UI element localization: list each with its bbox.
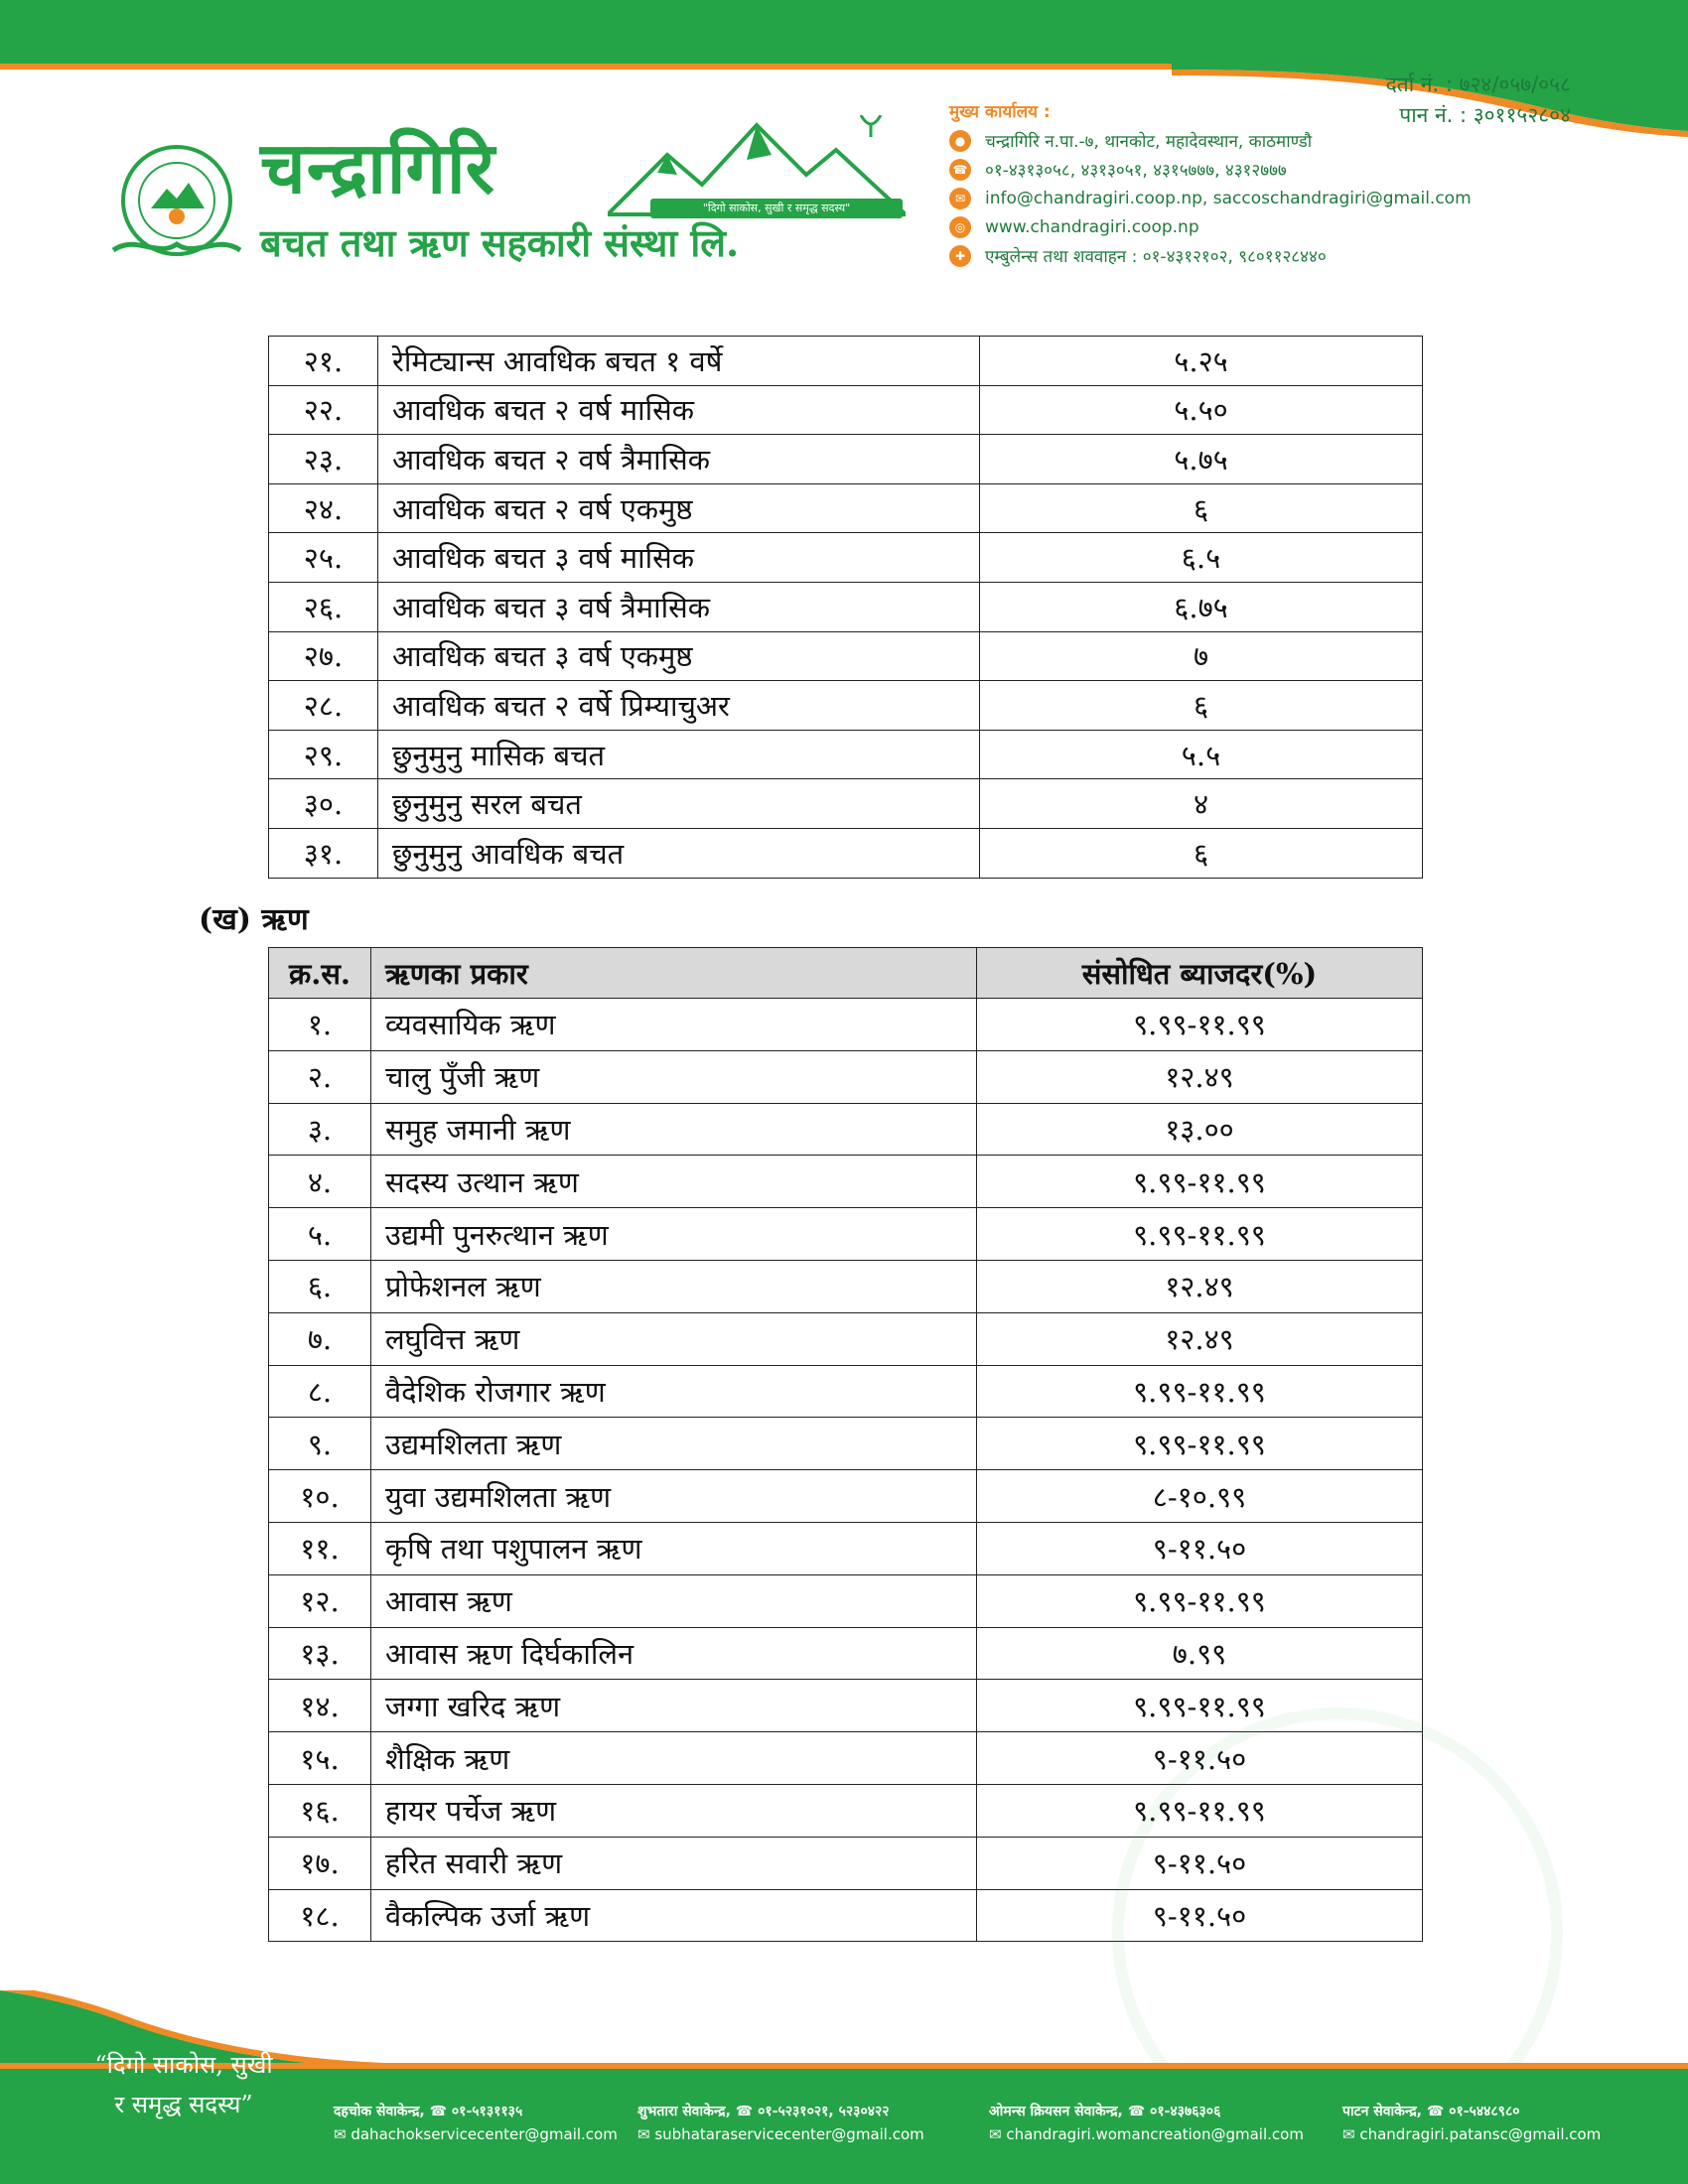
rate-cell: ७ <box>980 631 1423 681</box>
serial-cell: ५. <box>269 1208 371 1261</box>
name-cell: वैकल्पिक उर्जा ऋण <box>371 1889 977 1942</box>
serial-cell: २८. <box>269 681 378 731</box>
table-row <box>269 1470 1423 1523</box>
serial-cell: २. <box>269 1050 371 1103</box>
rate-cell: १२.४९ <box>977 1312 1423 1365</box>
phone-text: ०१-४३१३०५८, ४३१३०५१, ४३१५७७७, ४३१२७७७ <box>985 161 1287 181</box>
branch-dahachok <box>334 2101 618 2146</box>
serial-cell: २६. <box>269 582 378 631</box>
name-cell: आवधिक बचत २ वर्ष मासिक <box>378 385 980 435</box>
header-slogan: "दिगो साकोस, सुखी र समृद्ध सदस्य" <box>650 199 903 218</box>
rate-cell: ९-११.५० <box>977 1522 1423 1574</box>
web-icon: ◎ <box>949 216 971 238</box>
rate-cell: १२.४९ <box>977 1050 1423 1103</box>
serial-cell: १३. <box>269 1627 371 1680</box>
rate-cell: ९.९९-११.९९ <box>977 1156 1423 1208</box>
rate-cell: ९.९९-११.९९ <box>977 1418 1423 1470</box>
cooperative-logo <box>107 139 246 278</box>
head-office-info <box>949 99 1585 270</box>
pan-number: पान नं. : ३०११५२८०४ <box>1399 103 1571 127</box>
name-cell: आवास ऋण दिर्घकालिन <box>371 1627 977 1680</box>
footer-slogan <box>60 2045 308 2124</box>
phone-icon: ☎ <box>949 159 971 181</box>
rate-cell: ९-११.५० <box>977 1732 1423 1785</box>
footer-slogan-line1: “दिगो साकोस, सुखी <box>94 2051 273 2079</box>
serial-cell: २४. <box>269 483 378 533</box>
address-text: चन्द्रागिरि न.पा.-७, थानकोट, महादेवस्थान, काठमाण्डौ <box>985 132 1313 152</box>
serial-cell: २१. <box>269 337 378 386</box>
table-row <box>269 1627 1423 1680</box>
table-row <box>269 681 1423 731</box>
serial-cell: ११. <box>269 1522 371 1574</box>
name-cell: उद्यमी पुनरुत्थान ऋण <box>371 1208 977 1261</box>
name-cell: वैदेशिक रोजगार ऋण <box>371 1365 977 1418</box>
table-row <box>269 828 1423 878</box>
email-icon: ✉ <box>637 2125 655 2143</box>
email-icon: ✉ <box>1342 2125 1360 2143</box>
serial-cell: २७. <box>269 631 378 681</box>
name-cell: छुनुमुनु मासिक बचत <box>378 730 980 779</box>
rate-cell: १३.०० <box>977 1103 1423 1156</box>
name-cell: आवधिक बचत ३ वर्ष मासिक <box>378 533 980 583</box>
header-serial: क्र.स. <box>269 948 371 999</box>
name-cell: आवधिक बचत २ वर्षे प्रिम्याचुअर <box>378 681 980 731</box>
email-text[interactable]: info@chandragiri.coop.np, saccoschandragiri@gmail.com <box>985 188 1472 208</box>
name-cell: समुह जमानी ऋण <box>371 1103 977 1156</box>
phone-row <box>949 155 1585 184</box>
serial-cell: ७. <box>269 1312 371 1365</box>
table-row <box>269 385 1423 435</box>
footer-slogan-line2: र समृद्ध सदस्य” <box>114 2091 253 2118</box>
rate-cell: ६ <box>980 483 1423 533</box>
branch-name: पाटन सेवाकेन्द्र, ☎ ०१-५४४८९८० <box>1342 2104 1520 2119</box>
rate-cell: ७.९९ <box>977 1627 1423 1680</box>
branch-patan <box>1342 2101 1601 2146</box>
table-row <box>269 582 1423 631</box>
registration-number: दर्ता नं. : ७२४/०५७/०५८ <box>1385 72 1571 96</box>
loan-section-title: (ख) ऋण <box>199 902 309 937</box>
location-icon: ● <box>949 130 971 152</box>
serial-cell: १०. <box>269 1470 371 1523</box>
rate-cell: ५.५० <box>980 385 1423 435</box>
name-cell: जग्गा खरिद ऋण <box>371 1680 977 1732</box>
table-row <box>269 1156 1423 1208</box>
serial-cell: २३. <box>269 435 378 484</box>
serial-cell: ३१. <box>269 828 378 878</box>
branch-subhatara <box>637 2101 924 2146</box>
serial-cell: ६. <box>269 1260 371 1312</box>
name-cell: छुनुमुनु सरल बचत <box>378 779 980 829</box>
brand-subtitle: बचत तथा ऋण सहकारी संस्था लि. <box>260 220 740 265</box>
name-cell: हायर पर्चेज ऋण <box>371 1784 977 1837</box>
branch-email[interactable]: ✉ dahachokservicecenter@gmail.com <box>334 2125 618 2143</box>
table-row <box>269 1418 1423 1470</box>
serial-cell: १५. <box>269 1732 371 1785</box>
website-link[interactable]: www.chandragiri.coop.np <box>985 216 1199 237</box>
table-row <box>269 1103 1423 1156</box>
name-cell: चालु पुँजी ऋण <box>371 1050 977 1103</box>
table-row <box>269 533 1423 583</box>
rate-cell: ९.९९-११.९९ <box>977 1784 1423 1837</box>
table-row <box>269 779 1423 829</box>
rate-cell: ५.२५ <box>980 337 1423 386</box>
header-revised-rate: संसोधित ब्याजदर(%) <box>977 948 1423 999</box>
email-row <box>949 184 1585 212</box>
address-row <box>949 126 1585 155</box>
office-title: मुख्य कार्यालय : <box>949 102 1051 122</box>
table-row <box>269 1522 1423 1574</box>
rate-cell: ५.७५ <box>980 435 1423 484</box>
table-row <box>269 435 1423 484</box>
ambulance-icon: ✚ <box>949 245 971 267</box>
rate-cell: ९-११.५० <box>977 1889 1423 1942</box>
rate-cell: ५.५ <box>980 730 1423 779</box>
rate-cell: ९.९९-११.९९ <box>977 1574 1423 1627</box>
table-row <box>269 730 1423 779</box>
rate-cell: ६.५ <box>980 533 1423 583</box>
name-cell: आवधिक बचत २ वर्ष एकमुष्ठ <box>378 483 980 533</box>
rate-cell: ६ <box>980 681 1423 731</box>
name-cell: कृषि तथा पशुपालन ऋण <box>371 1522 977 1574</box>
table-row <box>269 1050 1423 1103</box>
serial-cell: ४. <box>269 1156 371 1208</box>
table-row <box>269 1208 1423 1261</box>
rate-cell: ९-११.५० <box>977 1837 1423 1889</box>
name-cell: हरित सवारी ऋण <box>371 1837 977 1889</box>
name-cell: उद्यमशिलता ऋण <box>371 1418 977 1470</box>
serial-cell: १७. <box>269 1837 371 1889</box>
rate-cell: ९.९९-११.९९ <box>977 1365 1423 1418</box>
branch-name: दहचोक सेवाकेन्द्र, ☎ ०१-५१३११३५ <box>334 2104 523 2119</box>
branch-name: शुभतारा सेवाकेन्द्र, ☎ ०१-५२३१०२१, ५२३०४२२ <box>637 2104 890 2119</box>
table-row <box>269 1312 1423 1365</box>
branch-email[interactable]: ✉ chandragiri.patansc@gmail.com <box>1342 2125 1602 2143</box>
saving-rates-table <box>268 336 1423 879</box>
serial-cell: १. <box>269 999 371 1051</box>
serial-cell: ९. <box>269 1418 371 1470</box>
table-row <box>269 1574 1423 1627</box>
serial-cell: १६. <box>269 1784 371 1837</box>
loan-table-header <box>269 948 1423 999</box>
serial-cell: २५. <box>269 533 378 583</box>
email-icon: ✉ <box>989 2125 1007 2143</box>
rate-cell: ९.९९-११.९९ <box>977 999 1423 1051</box>
serial-cell: १४. <box>269 1680 371 1732</box>
rate-cell: १२.४९ <box>977 1260 1423 1312</box>
table-row <box>269 1260 1423 1312</box>
rate-cell: ६.७५ <box>980 582 1423 631</box>
name-cell: व्यवसायिक ऋण <box>371 999 977 1051</box>
branch-name: ओमन्स क्रियसन सेवाकेन्द्र, ☎ ०१-४३७६३०६ <box>989 2104 1221 2119</box>
saving-table-body <box>269 337 1423 879</box>
serial-cell: १८. <box>269 1889 371 1942</box>
rate-cell: ९.९९-११.९९ <box>977 1208 1423 1261</box>
name-cell: आवधिक बचत ३ वर्ष एकमुष्ठ <box>378 631 980 681</box>
serial-cell: ८. <box>269 1365 371 1418</box>
branch-womancreation <box>989 2101 1304 2146</box>
serial-cell: ३. <box>269 1103 371 1156</box>
rate-cell: ९.९९-११.९९ <box>977 1680 1423 1732</box>
website-row <box>949 212 1585 241</box>
rate-cell: ६ <box>980 828 1423 878</box>
email-icon: ✉ <box>334 2125 352 2143</box>
name-cell: शैक्षिक ऋण <box>371 1732 977 1785</box>
email-icon: ✉ <box>949 188 971 209</box>
name-cell: आवधिक बचत २ वर्ष त्रैमासिक <box>378 435 980 484</box>
name-cell: छुनुमुनु आवधिक बचत <box>378 828 980 878</box>
ambulance-text: एम्बुलेन्स तथा शववाहन : ०१-४३१२१०२, ९८०११२८४४० <box>985 247 1327 267</box>
brand-title: चन्द्रागिरि <box>260 125 496 209</box>
name-cell: युवा उद्यमशिलता ऋण <box>371 1470 977 1523</box>
name-cell: सदस्य उत्थान ऋण <box>371 1156 977 1208</box>
header-loan-type: ऋणका प्रकार <box>371 948 977 999</box>
serial-cell: १२. <box>269 1574 371 1627</box>
name-cell: आवधिक बचत ३ वर्ष त्रैमासिक <box>378 582 980 631</box>
name-cell: प्रोफेशनल ऋण <box>371 1260 977 1312</box>
table-row <box>269 1365 1423 1418</box>
name-cell: आवास ऋण <box>371 1574 977 1627</box>
rate-cell: ४ <box>980 779 1423 829</box>
branch-email[interactable]: ✉ chandragiri.womancreation@gmail.com <box>989 2125 1304 2143</box>
rate-cell: ८-१०.९९ <box>977 1470 1423 1523</box>
table-row <box>269 999 1423 1051</box>
table-row <box>269 483 1423 533</box>
serial-cell: २२. <box>269 385 378 435</box>
table-row <box>269 337 1423 386</box>
name-cell: लघुवित्त ऋण <box>371 1312 977 1365</box>
table-row <box>269 631 1423 681</box>
serial-cell: ३०. <box>269 779 378 829</box>
serial-cell: २९. <box>269 730 378 779</box>
branch-email[interactable]: ✉ subhataraservicecenter@gmail.com <box>637 2125 924 2143</box>
ambulance-row <box>949 241 1585 270</box>
name-cell: रेमिट्यान्स आवधिक बचत १ वर्षे <box>378 337 980 386</box>
